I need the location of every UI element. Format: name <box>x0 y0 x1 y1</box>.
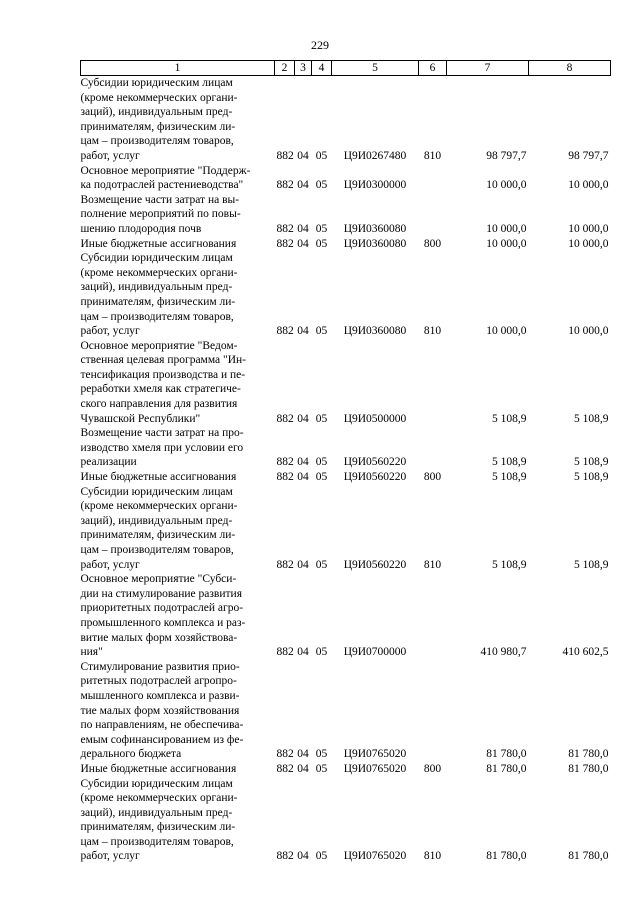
table-row <box>81 237 611 252</box>
budget-table <box>80 60 611 864</box>
row-name-line: полнение мероприятий по повы- <box>80 208 241 221</box>
header-col-8: 8 <box>529 61 611 76</box>
cell-section: 04 <box>297 179 309 192</box>
cell-admin-code: 882 <box>276 850 294 863</box>
cell-subsection: 05 <box>315 325 328 338</box>
cell-target-article: Ц9И0300000 <box>343 179 407 192</box>
cell-section: 04 <box>297 222 309 235</box>
table-row <box>81 777 611 865</box>
table-body <box>81 76 611 865</box>
row-name-line: мышленного комплекса и разви- <box>80 689 240 702</box>
row-name-line: работ, услуг <box>80 325 140 338</box>
row-name-line: реработки хмеля как стратегиче- <box>80 383 241 396</box>
row-name-line: (кроме некоммерческих органи- <box>80 792 238 805</box>
header-col-2: 2 <box>275 61 295 76</box>
cell-amount-year-2: 10 000,0 <box>568 222 609 235</box>
row-name-line: работ, услуг <box>80 850 140 863</box>
row-name-line: изводство хмеля при условии его <box>80 441 244 454</box>
row-name-line: промышленного комплекса и раз- <box>80 616 246 629</box>
row-name <box>81 572 275 660</box>
cell-expense-type: 800 <box>423 237 442 250</box>
cell-target-article: Ц9И0500000 <box>343 412 407 425</box>
cell-amount-year-2: 81 780,0 <box>568 748 609 761</box>
row-name-line: заций), индивидуальным пред- <box>80 514 233 527</box>
row-name-line: ния" <box>80 646 103 659</box>
cell-admin-code: 882 <box>276 325 294 338</box>
table-row <box>81 762 611 777</box>
cell-section: 04 <box>297 237 309 250</box>
row-name <box>81 660 275 762</box>
cell-amount-year-1: 10 000,0 <box>486 325 527 338</box>
row-name <box>81 485 275 573</box>
cell-subsection: 05 <box>315 748 328 761</box>
cell-target-article: Ц9И0765020 <box>343 850 407 863</box>
row-name-line: заций), индивидуальным пред- <box>80 806 233 819</box>
cell-section: 04 <box>297 456 309 469</box>
table-row <box>81 193 611 237</box>
row-name-line: Стимулирование развития прио- <box>80 660 240 673</box>
row-name <box>81 76 275 164</box>
cell-target-article: Ц9И0360080 <box>343 325 407 338</box>
cell-expense-type <box>419 164 447 193</box>
cell-target-article: Ц9И0560220 <box>343 456 407 469</box>
row-name-line: ритетных подотраслей агропро- <box>80 675 237 688</box>
cell-admin-code: 882 <box>276 646 294 659</box>
cell-subsection: 05 <box>315 850 328 863</box>
header-row <box>81 61 611 76</box>
cell-amount-year-2: 10 000,0 <box>568 237 609 250</box>
row-name-line: шению плодородия почв <box>80 222 202 235</box>
cell-amount-year-2: 81 780,0 <box>568 850 609 863</box>
cell-expense-type: 810 <box>423 325 442 338</box>
cell-amount-year-2: 5 108,9 <box>574 558 609 571</box>
cell-expense-type <box>419 193 447 237</box>
row-name <box>81 470 275 485</box>
row-name <box>81 237 275 252</box>
row-name-line: ка подотраслей растениеводства" <box>80 179 244 192</box>
table-row <box>81 572 611 660</box>
row-name <box>81 426 275 470</box>
cell-admin-code: 882 <box>276 149 294 162</box>
cell-amount-year-1: 81 780,0 <box>486 762 527 775</box>
cell-expense-type: 810 <box>423 149 442 162</box>
cell-amount-year-2: 410 602,5 <box>562 646 609 659</box>
cell-section: 04 <box>297 325 309 338</box>
cell-section: 04 <box>297 471 309 484</box>
header-col-7: 7 <box>447 61 529 76</box>
row-name-line: принимателям, физическим ли- <box>80 295 236 308</box>
row-name-line: принимателям, физическим ли- <box>80 120 236 133</box>
header-col-4: 4 <box>312 61 332 76</box>
cell-target-article: Ц9И0700000 <box>343 646 407 659</box>
cell-admin-code: 882 <box>276 222 294 235</box>
cell-subsection: 05 <box>315 149 328 162</box>
cell-amount-year-2: 10 000,0 <box>568 325 609 338</box>
row-name-line: тие малых форм хозяйствования <box>80 704 240 717</box>
row-name-line: работ, услуг <box>80 558 140 571</box>
cell-amount-year-1: 5 108,9 <box>492 456 527 469</box>
row-name <box>81 251 275 339</box>
cell-target-article: Ц9И0560220 <box>343 471 407 484</box>
cell-admin-code: 882 <box>276 412 294 425</box>
cell-expense-type <box>419 660 447 762</box>
cell-amount-year-1: 10 000,0 <box>486 179 527 192</box>
cell-subsection: 05 <box>315 471 328 484</box>
row-name-line: по направлениям, не обеспечива- <box>80 719 244 732</box>
header-col-5: 5 <box>332 61 419 76</box>
cell-admin-code: 882 <box>276 179 294 192</box>
row-name-line: ского направления для развития <box>80 398 238 411</box>
row-name-line: заций), индивидуальным пред- <box>80 281 233 294</box>
row-name-line: тенсификация производства и пе- <box>80 368 246 381</box>
row-name-line: Субсидии юридическим лицам <box>80 777 233 790</box>
cell-target-article: Ц9И0267480 <box>343 149 407 162</box>
cell-amount-year-1: 10 000,0 <box>486 222 527 235</box>
cell-subsection: 05 <box>315 412 328 425</box>
row-name-line: цам – производителям товаров, <box>80 544 234 556</box>
row-name-line: Субсидии юридическим лицам <box>80 77 233 89</box>
row-name-line: (кроме некоммерческих органи- <box>80 91 238 104</box>
row-name <box>81 777 275 865</box>
row-name-line: Основное мероприятие "Субси- <box>80 573 237 586</box>
row-name-line: Субсидии юридическим лицам <box>80 485 233 498</box>
row-name-line: дерального бюджета <box>80 748 182 761</box>
row-name-line: Иные бюджетные ассигнования <box>80 471 237 484</box>
cell-amount-year-2: 81 780,0 <box>568 762 609 775</box>
cell-amount-year-2: 5 108,9 <box>574 456 609 469</box>
row-name-line: Субсидии юридическим лицам <box>80 252 233 265</box>
header-col-3: 3 <box>295 61 312 76</box>
cell-section: 04 <box>297 412 309 425</box>
row-name-line: Возмещение части затрат на вы- <box>80 193 240 206</box>
table-row <box>81 470 611 485</box>
row-name-line: витие малых форм хозяйствова- <box>80 631 238 644</box>
row-name <box>81 762 275 777</box>
cell-subsection: 05 <box>315 179 328 192</box>
cell-amount-year-1: 5 108,9 <box>492 412 527 425</box>
header-col-1: 1 <box>81 61 275 76</box>
table-row <box>81 485 611 573</box>
table-row <box>81 251 611 339</box>
row-name-line: приоритетных подотраслей агро- <box>80 602 244 615</box>
cell-subsection: 05 <box>315 558 328 571</box>
row-name-line: емым софинансированием из фе- <box>80 733 244 746</box>
row-name-line: ственная целевая программа "Ин- <box>80 354 246 367</box>
cell-amount-year-2: 5 108,9 <box>574 471 609 484</box>
cell-section: 04 <box>297 748 309 761</box>
cell-target-article: Ц9И0360080 <box>343 237 407 250</box>
cell-expense-type: 800 <box>423 762 442 775</box>
row-name-line: принимателям, физическим ли- <box>80 821 236 834</box>
cell-subsection: 05 <box>315 646 328 659</box>
cell-admin-code: 882 <box>276 471 294 484</box>
cell-amount-year-1: 81 780,0 <box>486 748 527 761</box>
cell-section: 04 <box>297 762 309 775</box>
cell-section: 04 <box>297 149 309 162</box>
cell-section: 04 <box>297 646 309 659</box>
cell-subsection: 05 <box>315 762 328 775</box>
table-header <box>81 61 611 76</box>
row-name-line: заций), индивидуальным пред- <box>80 106 233 119</box>
row-name <box>81 193 275 237</box>
cell-expense-type: 810 <box>423 558 442 571</box>
cell-target-article: Ц9И0560220 <box>343 558 407 571</box>
cell-admin-code: 882 <box>276 558 294 571</box>
row-name-line: Основное мероприятие "Поддерж- <box>80 164 251 177</box>
header-col-6: 6 <box>419 61 447 76</box>
row-name-line: цам – производителям товаров, <box>80 310 234 323</box>
page-number: 229 <box>311 38 329 52</box>
cell-expense-type: 800 <box>423 471 442 484</box>
row-name-line: (кроме некоммерческих органи- <box>80 266 238 279</box>
cell-expense-type: 810 <box>423 850 442 863</box>
row-name-line: цам – производителям товаров, <box>80 835 234 848</box>
row-name-line: Основное мероприятие "Ведом- <box>80 339 238 352</box>
row-name-line: принимателям, физическим ли- <box>80 529 236 542</box>
row-name-line: (кроме некоммерческих органи- <box>80 500 238 513</box>
cell-expense-type <box>419 572 447 660</box>
row-name <box>81 339 275 427</box>
row-name-line: работ, услуг <box>80 149 140 162</box>
table-row <box>81 76 611 164</box>
cell-target-article: Ц9И0765020 <box>343 748 407 761</box>
cell-target-article: Ц9И0360080 <box>343 222 407 235</box>
cell-amount-year-1: 410 980,7 <box>480 646 527 659</box>
cell-amount-year-1: 5 108,9 <box>492 558 527 571</box>
row-name-line: Возмещение части затрат на про- <box>80 427 244 440</box>
cell-admin-code: 882 <box>276 762 294 775</box>
cell-section: 04 <box>297 850 309 863</box>
cell-amount-year-1: 5 108,9 <box>492 471 527 484</box>
cell-amount-year-1: 10 000,0 <box>486 237 527 250</box>
cell-amount-year-2: 5 108,9 <box>574 412 609 425</box>
table-row <box>81 339 611 427</box>
row-name-line: дии на стимулирование развития <box>80 587 242 600</box>
row-name-line: Чувашской Республики" <box>80 412 201 425</box>
cell-subsection: 05 <box>315 222 328 235</box>
row-name <box>81 164 275 193</box>
table-row <box>81 426 611 470</box>
cell-target-article: Ц9И0765020 <box>343 762 407 775</box>
row-name-line: Иные бюджетные ассигнования <box>80 762 237 775</box>
cell-amount-year-2: 98 797,7 <box>568 149 609 162</box>
cell-amount-year-1: 81 780,0 <box>486 850 527 863</box>
row-name-line: реализации <box>80 456 137 469</box>
cell-expense-type <box>419 339 447 427</box>
cell-section: 04 <box>297 558 309 571</box>
row-name-line: цам – производителям товаров, <box>80 135 234 148</box>
row-name-line: Иные бюджетные ассигнования <box>80 237 237 250</box>
cell-amount-year-2: 10 000,0 <box>568 179 609 192</box>
table-row <box>81 660 611 762</box>
cell-subsection: 05 <box>315 456 328 469</box>
cell-admin-code: 882 <box>276 237 294 250</box>
cell-subsection: 05 <box>315 237 328 250</box>
table-row <box>81 164 611 193</box>
cell-expense-type <box>419 426 447 470</box>
cell-admin-code: 882 <box>276 748 294 761</box>
cell-amount-year-1: 98 797,7 <box>486 149 527 162</box>
cell-admin-code: 882 <box>276 456 294 469</box>
